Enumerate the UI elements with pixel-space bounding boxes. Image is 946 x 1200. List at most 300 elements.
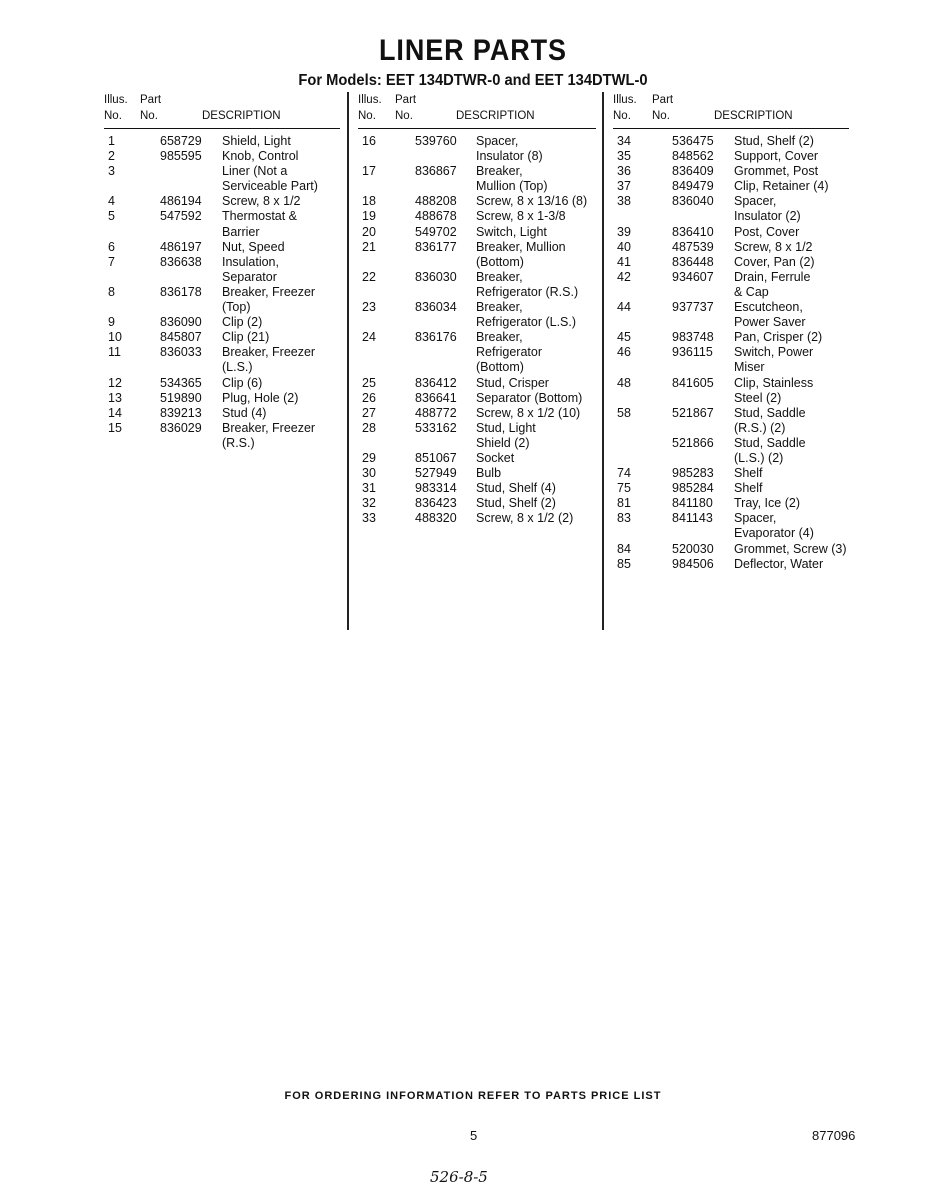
part-number: 937737 (672, 300, 714, 315)
illus-number: 11 (108, 345, 121, 360)
table-row (613, 542, 849, 557)
description-line: Nut, Speed (222, 239, 285, 254)
description (222, 330, 340, 345)
column-header (358, 92, 596, 129)
description-line: Stud (4) (222, 405, 267, 420)
illus-number: 23 (362, 300, 376, 315)
illus-number: 25 (362, 375, 376, 390)
column-divider (347, 92, 349, 630)
illus-number: 41 (617, 254, 631, 269)
illus-number: 8 (108, 284, 115, 299)
description (222, 134, 340, 149)
part-number: 836176 (415, 330, 457, 345)
part-number: 547592 (160, 209, 202, 224)
description (476, 194, 596, 209)
description (222, 255, 340, 285)
description-line: Refrigerator (R.S.) (476, 284, 579, 299)
description-line: Refrigerator (476, 345, 542, 360)
table-row (104, 406, 340, 421)
description (476, 391, 596, 406)
description-line: & Cap (734, 284, 769, 299)
description-line: Clip (21) (222, 330, 270, 345)
table-row (104, 209, 340, 239)
description (222, 406, 340, 421)
description-line: Breaker, (476, 269, 523, 284)
table-row (613, 194, 849, 224)
header-part: Part (140, 94, 162, 106)
illus-number: 33 (362, 511, 376, 526)
illus-number: 81 (617, 496, 631, 511)
part-number: 488208 (415, 194, 457, 209)
part-number: 488320 (415, 511, 457, 526)
description (734, 496, 849, 511)
part-number: 486194 (160, 194, 202, 209)
description-line: Pan, Crisper (2) (734, 330, 823, 345)
part-number: 521867 (672, 405, 714, 420)
description (222, 240, 340, 255)
illus-number: 32 (362, 496, 376, 511)
description-line: Clip, Retainer (4) (734, 179, 829, 194)
part-number: 836638 (160, 254, 202, 269)
table-row (358, 194, 596, 209)
table-row (358, 511, 596, 526)
page-title: LINER PARTS (379, 34, 567, 67)
illus-number: 29 (362, 450, 376, 465)
description (476, 225, 596, 240)
parts-list (358, 129, 596, 526)
description-line: Refrigerator (L.S.) (476, 315, 577, 330)
description (734, 164, 849, 179)
description (734, 376, 849, 406)
part-number: 845807 (160, 330, 202, 345)
table-row (613, 270, 849, 300)
table-row (104, 149, 340, 164)
description (476, 164, 596, 194)
column-header (613, 92, 849, 129)
part-number: 836410 (672, 224, 714, 239)
description-line: (Top) (222, 300, 251, 315)
illus-number: 20 (362, 224, 376, 239)
table-row (358, 376, 596, 391)
part-number: 836448 (672, 254, 714, 269)
table-row (613, 330, 849, 345)
description (476, 496, 596, 511)
description-line: Switch, Light (476, 224, 547, 239)
illus-number: 46 (617, 345, 631, 360)
part-number: 848562 (672, 149, 714, 164)
description (476, 451, 596, 466)
part-number: 488772 (415, 405, 457, 420)
description (734, 225, 849, 240)
table-row (358, 164, 596, 194)
table-row (613, 481, 849, 496)
table-row (104, 134, 340, 149)
description-line: Tray, Ice (2) (734, 496, 800, 511)
description (734, 511, 849, 541)
table-row (358, 225, 596, 240)
description (222, 345, 340, 375)
description-line: Spacer, (734, 194, 777, 209)
part-number: 851067 (415, 450, 457, 465)
header-illus: Illus. (104, 94, 128, 106)
description-line: Separator (222, 269, 277, 284)
description (222, 376, 340, 391)
description (476, 511, 596, 526)
description-line: Liner (Not a (222, 164, 288, 179)
table-row (358, 300, 596, 330)
description-line: Stud, Light (476, 420, 536, 435)
table-row (613, 436, 849, 466)
illus-number: 38 (617, 194, 631, 209)
description-line: (R.S.) (222, 435, 255, 450)
header-illus-no: No. (613, 110, 631, 122)
description-line: Breaker, Freezer (222, 345, 316, 360)
part-number: 836423 (415, 496, 457, 511)
table-row (613, 179, 849, 194)
illus-number: 35 (617, 149, 631, 164)
table-row (613, 300, 849, 330)
description (734, 300, 849, 330)
illus-number: 85 (617, 556, 631, 571)
part-number: 983748 (672, 330, 714, 345)
header-description: DESCRIPTION (202, 110, 281, 122)
description (734, 481, 849, 496)
part-number: 841605 (672, 375, 714, 390)
description-line: Support, Cover (734, 149, 819, 164)
description (734, 466, 849, 481)
description-line: Spacer, (476, 134, 519, 148)
description-line: Breaker, (476, 164, 523, 179)
description-line: (Bottom) (476, 360, 524, 375)
description (734, 179, 849, 194)
part-number: 841180 (672, 496, 713, 511)
header-description: DESCRIPTION (456, 110, 535, 122)
illus-number: 5 (108, 209, 115, 224)
description (222, 194, 340, 209)
table-row (104, 345, 340, 375)
description (734, 330, 849, 345)
part-number: 836409 (672, 164, 714, 179)
part-number: 839213 (160, 405, 202, 420)
description-line: Breaker, (476, 300, 523, 315)
part-number: 536475 (672, 134, 714, 148)
description-line: Clip (6) (222, 375, 263, 390)
description-line: Separator (Bottom) (476, 390, 583, 405)
description-line: Post, Cover (734, 224, 800, 239)
table-row (358, 406, 596, 421)
description-line: Bulb (476, 466, 502, 481)
description-line: Cover, Pan (2) (734, 254, 815, 269)
description-line: Power Saver (734, 315, 806, 330)
part-number: 836030 (415, 269, 457, 284)
illus-number: 34 (617, 134, 631, 148)
description-line: Knob, Control (222, 149, 299, 164)
description-line: Clip (2) (222, 315, 263, 330)
description-line: (R.S.) (2) (734, 420, 786, 435)
description-line: Breaker, Freezer (222, 284, 316, 299)
description-line: Grommet, Post (734, 164, 819, 179)
part-number: 934607 (672, 269, 714, 284)
table-row (104, 330, 340, 345)
description-line: Breaker, Mullion (476, 239, 566, 254)
illus-number: 40 (617, 239, 631, 254)
description (476, 466, 596, 481)
parts-list (104, 129, 340, 451)
description (476, 330, 596, 375)
part-number: 836040 (672, 194, 714, 209)
illus-number: 24 (362, 330, 376, 345)
part-number: 841143 (672, 511, 713, 526)
header-illus: Illus. (358, 94, 382, 106)
table-row (613, 345, 849, 375)
part-number: 985284 (672, 481, 714, 496)
part-number: 658729 (160, 134, 202, 148)
description-line: Screw, 8 x 13/16 (8) (476, 194, 588, 209)
header-illus-no: No. (358, 110, 376, 122)
description-line: (L.S.) (2) (734, 450, 784, 465)
description-line: Deflector, Water (734, 556, 824, 571)
description (734, 557, 849, 572)
part-number: 486197 (160, 239, 202, 254)
illus-number: 22 (362, 269, 376, 284)
illus-number: 2 (108, 149, 115, 164)
part-number: 836029 (160, 420, 202, 435)
description (222, 315, 340, 330)
table-row (104, 194, 340, 209)
description-line: Clip, Stainless (734, 375, 814, 390)
part-number: 836034 (415, 300, 457, 315)
illus-number: 37 (617, 179, 631, 194)
illus-number: 18 (362, 194, 376, 209)
table-row (358, 421, 596, 451)
description (734, 149, 849, 164)
description (476, 481, 596, 496)
description-line: Thermostat & (222, 209, 298, 224)
table-row (613, 376, 849, 406)
illus-number: 39 (617, 224, 631, 239)
header-part-no: No. (652, 110, 670, 122)
illus-number: 21 (362, 239, 376, 254)
description-line: Socket (476, 450, 515, 465)
description-line: Spacer, (734, 511, 777, 526)
table-row (613, 511, 849, 541)
description-line: Switch, Power (734, 345, 814, 360)
table-row (613, 225, 849, 240)
header-part: Part (395, 94, 417, 106)
table-row (358, 496, 596, 511)
part-number: 488678 (415, 209, 457, 224)
illus-number: 42 (617, 269, 631, 284)
illus-number: 83 (617, 511, 631, 526)
illus-number: 15 (108, 420, 122, 435)
page-number: 5 (470, 1128, 478, 1143)
description (476, 376, 596, 391)
table-row (613, 134, 849, 149)
part-number: 534365 (160, 375, 202, 390)
table-row (613, 149, 849, 164)
description (476, 406, 596, 421)
description (222, 285, 340, 315)
description (734, 436, 849, 466)
illus-number: 9 (108, 315, 115, 330)
table-row (358, 209, 596, 224)
description-line: (L.S.) (222, 360, 253, 375)
illus-number: 14 (108, 405, 122, 420)
table-row (358, 391, 596, 406)
table-row (358, 240, 596, 270)
description-line: Mullion (Top) (476, 179, 548, 194)
table-row (358, 330, 596, 375)
description (222, 391, 340, 406)
ordering-note: FOR ORDERING INFORMATION REFER TO PARTS PRICE LIST (284, 1090, 662, 1102)
description-line: Screw, 8 x 1-3/8 (476, 209, 566, 224)
description-line: Escutcheon, (734, 300, 803, 315)
table-row (613, 466, 849, 481)
description-line: Steel (2) (734, 390, 782, 405)
part-number: 549702 (415, 224, 457, 239)
parts-column-3 (613, 92, 849, 572)
illus-number: 48 (617, 375, 631, 390)
description-line: (Bottom) (476, 254, 524, 269)
header-description: DESCRIPTION (714, 110, 793, 122)
parts-column-2 (358, 92, 596, 526)
parts-column-1 (104, 92, 340, 451)
description-line: Drain, Ferrule (734, 269, 811, 284)
description-line: Serviceable Part) (222, 179, 318, 194)
description-line: Shelf (734, 481, 763, 496)
description (734, 194, 849, 224)
table-row (104, 164, 340, 194)
table-row (104, 315, 340, 330)
description (222, 421, 340, 451)
illus-number: 31 (362, 481, 376, 496)
part-number: 936115 (672, 345, 713, 360)
illus-number: 26 (362, 390, 376, 405)
illus-number: 28 (362, 420, 376, 435)
description (476, 421, 596, 451)
illus-number: 17 (362, 164, 376, 179)
description (734, 345, 849, 375)
description (734, 542, 849, 557)
part-number: 983314 (415, 481, 457, 496)
table-row (104, 421, 340, 451)
description-line: Stud, Saddle (734, 435, 806, 450)
description (734, 406, 849, 436)
description (734, 134, 849, 149)
description-line: Screw, 8 x 1/2 (734, 239, 813, 254)
table-row (613, 557, 849, 572)
column-divider (602, 92, 604, 630)
part-number: 487539 (672, 239, 714, 254)
illus-number: 3 (108, 164, 115, 179)
description (476, 134, 596, 164)
table-row (358, 466, 596, 481)
part-number: 520030 (672, 541, 714, 556)
table-row (104, 391, 340, 406)
illus-number: 27 (362, 405, 376, 420)
description (222, 209, 340, 239)
illus-number: 12 (108, 375, 122, 390)
description-line: Insulation, (222, 254, 279, 269)
description (476, 270, 596, 300)
table-row (613, 240, 849, 255)
illus-number: 6 (108, 239, 115, 254)
illus-number: 30 (362, 466, 376, 481)
table-row (104, 285, 340, 315)
part-number: 836641 (415, 390, 457, 405)
part-number: 527949 (415, 466, 457, 481)
part-number: 521866 (672, 435, 714, 450)
table-row (613, 255, 849, 270)
description (476, 240, 596, 270)
description-line: Stud, Crisper (476, 375, 549, 390)
part-number: 519890 (160, 390, 202, 405)
part-number: 836090 (160, 315, 202, 330)
table-row (104, 255, 340, 285)
header-part-no: No. (395, 110, 413, 122)
description (734, 240, 849, 255)
description (222, 164, 340, 194)
description-line: Plug, Hole (2) (222, 390, 299, 405)
illus-number: 1 (108, 134, 115, 148)
description-line: Stud, Shelf (2) (476, 496, 556, 511)
table-row (613, 406, 849, 436)
illus-number: 16 (362, 134, 376, 148)
description-line: Miser (734, 360, 765, 375)
part-number: 985283 (672, 466, 714, 481)
illus-number: 74 (617, 466, 631, 481)
header-part: Part (652, 94, 674, 106)
description (222, 149, 340, 164)
document-code: 877096 (812, 1128, 856, 1143)
part-number: 849479 (672, 179, 714, 194)
illus-number: 84 (617, 541, 631, 556)
illus-number: 10 (108, 330, 122, 345)
illus-number: 45 (617, 330, 631, 345)
parts-list (613, 129, 849, 572)
table-row (613, 164, 849, 179)
part-number: 836177 (415, 239, 457, 254)
description-line: Breaker, (476, 330, 523, 345)
illus-number: 4 (108, 194, 115, 209)
table-row (358, 270, 596, 300)
header-illus-no: No. (104, 110, 122, 122)
description (476, 209, 596, 224)
table-row (358, 481, 596, 496)
description-line: Shelf (734, 466, 763, 481)
handwritten-note: 526-8-5 (430, 1168, 488, 1186)
illus-number: 58 (617, 405, 631, 420)
description (734, 270, 849, 300)
description-line: Insulator (2) (734, 209, 801, 224)
header-part-no: No. (140, 110, 158, 122)
table-row (358, 451, 596, 466)
part-number: 539760 (415, 134, 457, 148)
part-number: 984506 (672, 556, 714, 571)
part-number: 836412 (415, 375, 457, 390)
description-line: Stud, Saddle (734, 405, 806, 420)
illus-number: 13 (108, 390, 122, 405)
part-number: 533162 (415, 420, 457, 435)
description-line: Screw, 8 x 1/2 (10) (476, 405, 581, 420)
header-illus: Illus. (613, 94, 637, 106)
description-line: Breaker, Freezer (222, 420, 316, 435)
part-number: 985595 (160, 149, 202, 164)
table-row (104, 240, 340, 255)
description-line: Shield, Light (222, 134, 291, 148)
table-row (613, 496, 849, 511)
illus-number: 44 (617, 300, 631, 315)
